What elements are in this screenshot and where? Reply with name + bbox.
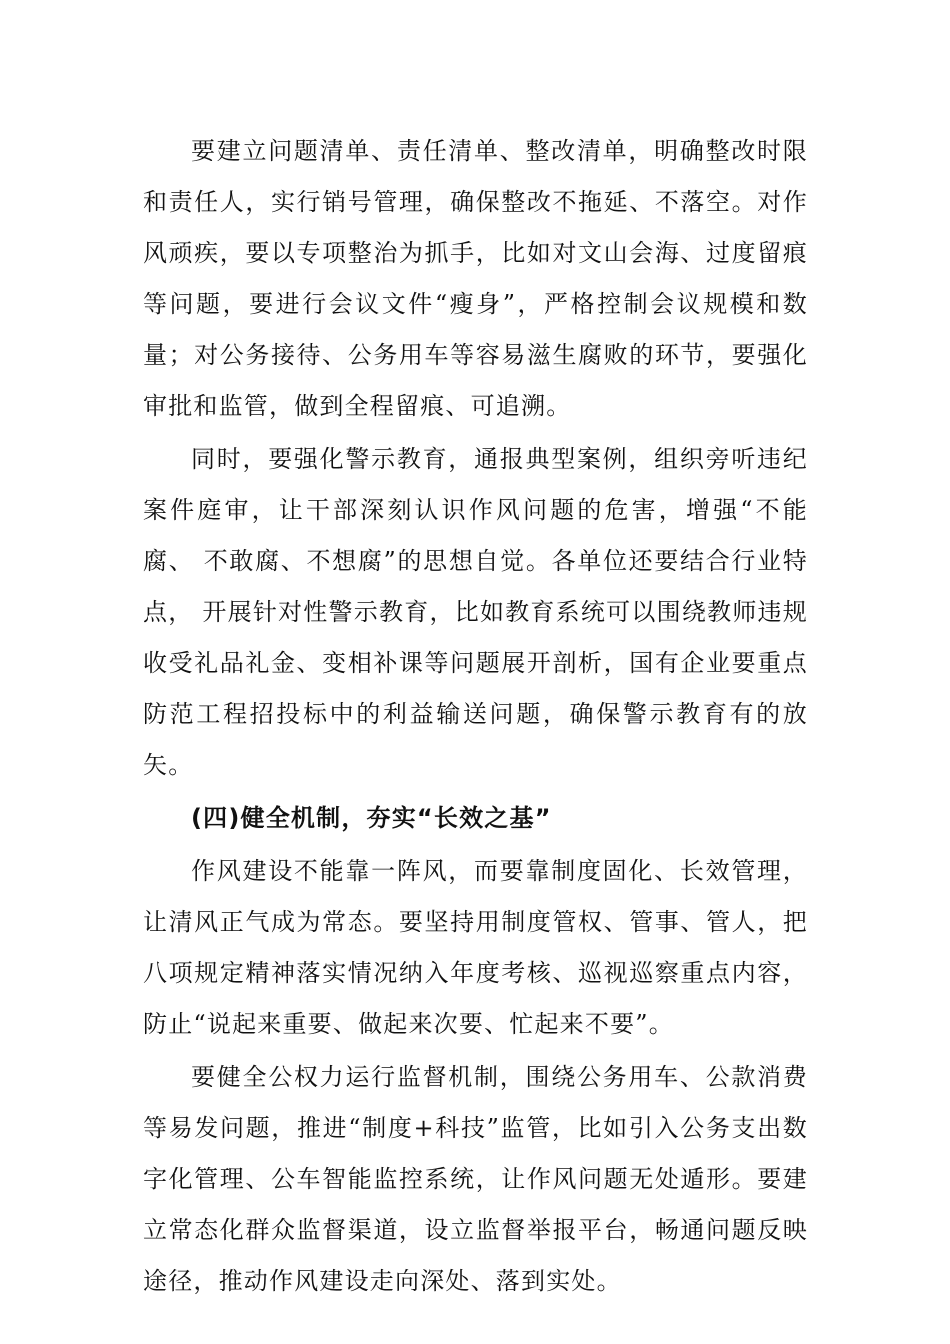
paragraph-rectification-list: 要建立问题清单、责任清单、整改清单，明确整改时限和责任人，实行销号管理，确保整改不拖延、不落空。对作风顽疾，要以专项整治为抓手，比如对文山会海、过度留痕等问题，要进行会议文件“瘦身”，严格控制会议规模和数量；对公务接待、公务用车等容易滋生腐败的环节，要强化审批和监管，做到全程留痕、可追溯。 xyxy=(143,137,808,420)
section-heading: (四)健全机制，夯实“长效之基” xyxy=(191,804,552,832)
paragraph-institutional-mechanism: 作风建设不能靠一阵风，而要靠制度固化、长效管理， 让清风正气成为常态。要坚持用制度管权、管事、管人，把八项规定精神落实情况纳入年度考核、巡视巡察重点内容， 防止“说起来重要、做起来次要、忙起来不要”。 xyxy=(143,857,808,1038)
paragraph-power-supervision: 要健全公权力运行监督机制，围绕公务用车、公款消费等易发问题，推进“制度+科技”监管，比如引入公务支出数字化管理、公车智能监控系统，让作风问题无处遁形。要建立常态化群众监督渠道，设立监督举报平台，畅通问题反映途径，推动作风建设走向深处、落到实处。 xyxy=(143,1063,808,1295)
paragraph-warning-education: 同时，要强化警示教育，通报典型案例，组织旁听违纪案件庭审，让干部深刻认识作风问题的危害，增强“不能腐、 不敢腐、不想腐”的思想自觉。各单位还要结合行业特点， 开展针对性警示教育，比如教育系统可以围绕教师违规收受礼品礼金、变相补课等问题展开剖析，国有企业要重点防范工程招投标中的利益输送问题，确保警示教育有的放矢。 xyxy=(143,445,808,779)
document-body xyxy=(143,126,808,1307)
